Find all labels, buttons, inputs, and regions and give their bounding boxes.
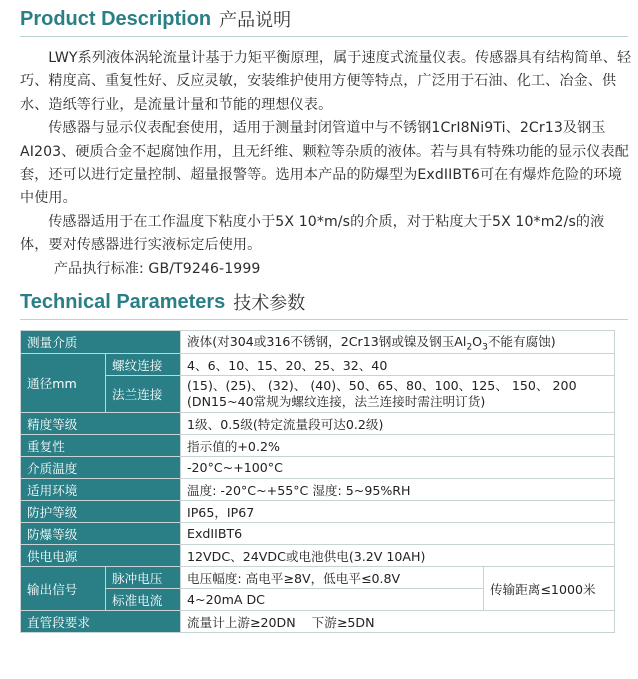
param-sublabel: 螺纹连接	[106, 353, 181, 375]
product-description-heading	[20, 4, 291, 34]
param-label: 精度等级	[21, 412, 181, 434]
heading-cn: 技术参数	[233, 293, 306, 314]
table-row	[21, 456, 615, 478]
technical-parameters-table	[20, 330, 615, 633]
heading-divider	[20, 36, 628, 37]
table-row	[21, 566, 615, 588]
param-value: 电压幅度: 高电平≥8V，低电平≤0.8V	[181, 566, 484, 588]
heading-en: Technical Parameters	[20, 290, 226, 313]
table-row	[21, 375, 615, 412]
param-sublabel: 标准电流	[106, 588, 181, 610]
param-value: IP65，IP67	[181, 500, 615, 522]
description-paragraph: 传感器与显示仪表配套使用，适用于测量封闭管道中与不锈钢1CrI8Ni9Ti、2Cr13及钢玉AI203、硬质合金不起腐蚀作用，且无纤维、颗粒等杂质的液体。若与具有特殊功能的显示仪表配套，还可以进行定量控制、超量报警等。选用本产品的防爆型为ExdIIBT6可在有爆炸危险的环境中使用。	[20, 120, 629, 207]
param-label: 适用环境	[21, 478, 181, 500]
param-label: 输出信号	[21, 566, 106, 610]
param-value: 流量计上游≥20DN 下游≥5DN	[181, 610, 615, 632]
table-row	[21, 500, 615, 522]
param-value: 液体(对304或316不锈钢，2Cr13钢或镍及钢玉$Al_2O_3$不能有腐蚀)	[181, 331, 615, 354]
description-paragraph: 传感器适用于在工作温度下粘度小于5X 10*m/s的介质，对于粘度大于5X 10*m2/s的液体，要对传感器进行实液标定后使用。	[20, 213, 605, 254]
heading-divider	[20, 319, 628, 320]
heading-cn: 产品说明	[219, 10, 292, 31]
param-value: 4、6、10、15、20、25、32、40	[181, 353, 615, 375]
table-row	[21, 478, 615, 500]
table-row	[21, 522, 615, 544]
flange-note: (DN15~40常规为螺纹连接，法兰连接时需注明订货)	[187, 393, 486, 409]
table-row	[21, 544, 615, 566]
table-row	[21, 331, 615, 354]
param-label: 防爆等级	[21, 522, 181, 544]
heading-en: Product Description	[20, 7, 212, 30]
param-label: 供电电源	[21, 544, 181, 566]
flange-sizes: (15)、(25)、 (32)、 (40)、50、65、80、100、125、 150、 200	[187, 377, 577, 393]
table-row	[21, 412, 615, 434]
description-paragraph: LWY系列液体涡轮流量计基于力矩平衡原理，属于速度式流量仪表。传感器具有结构简单、轻巧、精度高、重复性好、反应灵敏，安装维护使用方便等特点，广泛用于石油、化工、冶金、供水、造纸等行业，是流量计量和节能的理想仪表。	[20, 50, 632, 113]
param-label: 防护等级	[21, 500, 181, 522]
param-label: 测量介质	[21, 331, 181, 354]
param-value	[181, 375, 615, 412]
table-row	[21, 434, 615, 456]
product-standard: 产品执行标准: GB/T9246-1999	[53, 260, 261, 277]
transmission-distance: 传输距离≤1000米	[484, 566, 615, 610]
param-label: 通径mm	[21, 353, 106, 412]
param-label: 介质温度	[21, 456, 181, 478]
param-value: 1级、0.5级(特定流量段可达0.2级)	[181, 412, 615, 434]
table-row	[21, 353, 615, 375]
param-value: 12VDC、24VDC或电池供电(3.2V 10AH)	[181, 544, 615, 566]
param-value: 指示值的+0.2%	[181, 434, 615, 456]
table-row	[21, 610, 615, 632]
param-value: 温度: -20°C~+55°C 湿度: 5~95%RH	[181, 478, 615, 500]
product-description-body	[20, 47, 632, 281]
technical-parameters-heading	[20, 287, 305, 317]
param-label: 直管段要求	[21, 610, 181, 632]
param-sublabel: 法兰连接	[106, 375, 181, 412]
param-value: ExdIIBT6	[181, 522, 615, 544]
param-value: 4~20mA DC	[181, 588, 484, 610]
param-sublabel: 脉冲电压	[106, 566, 181, 588]
param-value: -20°C~+100°C	[181, 456, 615, 478]
param-label: 重复性	[21, 434, 181, 456]
